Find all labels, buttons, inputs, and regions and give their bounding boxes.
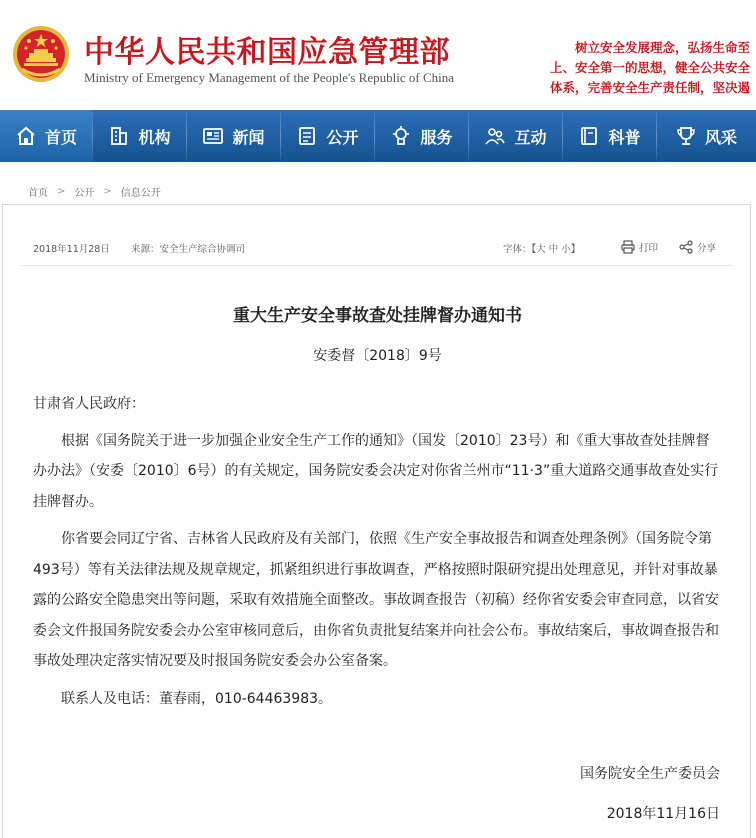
paragraph: 你省要会同辽宁省、吉林省人民政府及有关部门，依照《生产安全事故报告和调查处理条例》（国务院令第493号）等有关法律法规及规章规定，抓紧组织进行事故调查，严格按照时限研究提出处理意见，并针对事故暴露的公路安全隐患突出等问题，采取有效措施全面整改。事故调查报告（初稿）经你省安委会审查同意，以省安委会文件报国务院安委会办公室审核同意后，由你省负责批复结案并向社会公布。事故结案后，事故调查报告和事故处理决定落实情况要及时报国务院安委会办公室备案。 <box>33 531 719 669</box>
nav-item-home[interactable] <box>0 110 92 162</box>
breadcrumb-disclosure[interactable]: 公开 <box>74 188 95 199</box>
contact-info: 联系人及电话：董春雨，010-64463983。 <box>61 690 333 707</box>
site-subtitle: Ministry of Emergency Management of the People's Republic of China <box>84 70 454 85</box>
interaction-icon <box>484 125 506 147</box>
nav-item-science[interactable] <box>563 110 656 162</box>
slogan-line: 树立安全发展理念，弘扬生命至 <box>574 40 750 55</box>
main-nav <box>0 110 756 162</box>
paragraph: 根据《国务院关于进一步加强企业安全生产工作的通知》（国发〔2010〕23号）和《重大事故查处挂牌督办办法》（安委〔2010〕6号）的有关规定，国务院安委会决定对你省兰州市“11·3”重大道路交通事故查处实行挂牌督办。 <box>33 432 719 510</box>
nav-item-disclosure[interactable] <box>281 110 374 162</box>
nav-item-news[interactable] <box>187 110 280 162</box>
building-icon <box>108 125 130 147</box>
meta-divider <box>21 265 733 266</box>
article-meta <box>33 241 723 257</box>
nav-item-organization[interactable] <box>93 110 186 162</box>
print-button[interactable] <box>621 240 658 254</box>
nav-label: 机构 <box>138 127 171 147</box>
article-title: 重大生产安全事故查处挂牌督办通知书 <box>233 306 522 326</box>
trophy-icon <box>675 125 697 147</box>
font-size-switcher[interactable]: 字体：【大 中 小】 <box>503 244 581 255</box>
breadcrumb-separator: > <box>103 186 112 197</box>
signature: 国务院安全生产委员会 <box>580 766 720 782</box>
publish-date: 2018年11月28日 <box>33 244 110 255</box>
service-icon <box>390 125 412 147</box>
nav-item-service[interactable] <box>375 110 468 162</box>
salutation: 甘肃省人民政府： <box>33 396 145 412</box>
print-label: 打印 <box>639 243 659 254</box>
nav-label: 新闻 <box>232 127 265 147</box>
share-button[interactable] <box>679 240 716 254</box>
nav-label: 首页 <box>44 127 77 147</box>
breadcrumb-info-disclosure[interactable]: 信息公开 <box>120 188 161 199</box>
nav-label: 风采 <box>704 127 737 147</box>
breadcrumb-separator: > <box>57 186 66 197</box>
article-source: 来源：安全生产综合协调司 <box>131 244 246 255</box>
slogan-line: 上、安全第一的思想，健全公共安全 <box>549 60 750 75</box>
slogan <box>496 38 750 98</box>
article-body <box>33 389 723 714</box>
nav-label: 服务 <box>420 127 453 147</box>
share-label: 分享 <box>697 243 717 254</box>
breadcrumb-home[interactable]: 首页 <box>28 188 48 199</box>
home-icon <box>15 125 37 147</box>
site-header <box>0 0 756 110</box>
disclosure-icon <box>296 125 318 147</box>
nav-label: 科普 <box>608 127 641 147</box>
site-title[interactable]: 中华人民共和国应急管理部 <box>84 35 450 70</box>
breadcrumb <box>28 184 161 199</box>
printer-icon <box>621 240 635 254</box>
book-icon <box>578 125 600 147</box>
nav-item-showcase[interactable] <box>657 110 755 162</box>
nav-item-interaction[interactable] <box>469 110 562 162</box>
signature-date: 2018年11月16日 <box>606 806 720 822</box>
nav-label: 公开 <box>326 127 359 147</box>
nav-label: 互动 <box>514 127 547 147</box>
share-icon <box>679 240 693 254</box>
slogan-line: 体系，完善安全生产责任制，坚决遏 <box>549 80 750 95</box>
article-card <box>2 204 751 838</box>
news-icon <box>202 125 224 147</box>
document-number: 安委督〔2018〕9号 <box>313 348 442 364</box>
national-emblem-icon[interactable] <box>12 25 70 83</box>
